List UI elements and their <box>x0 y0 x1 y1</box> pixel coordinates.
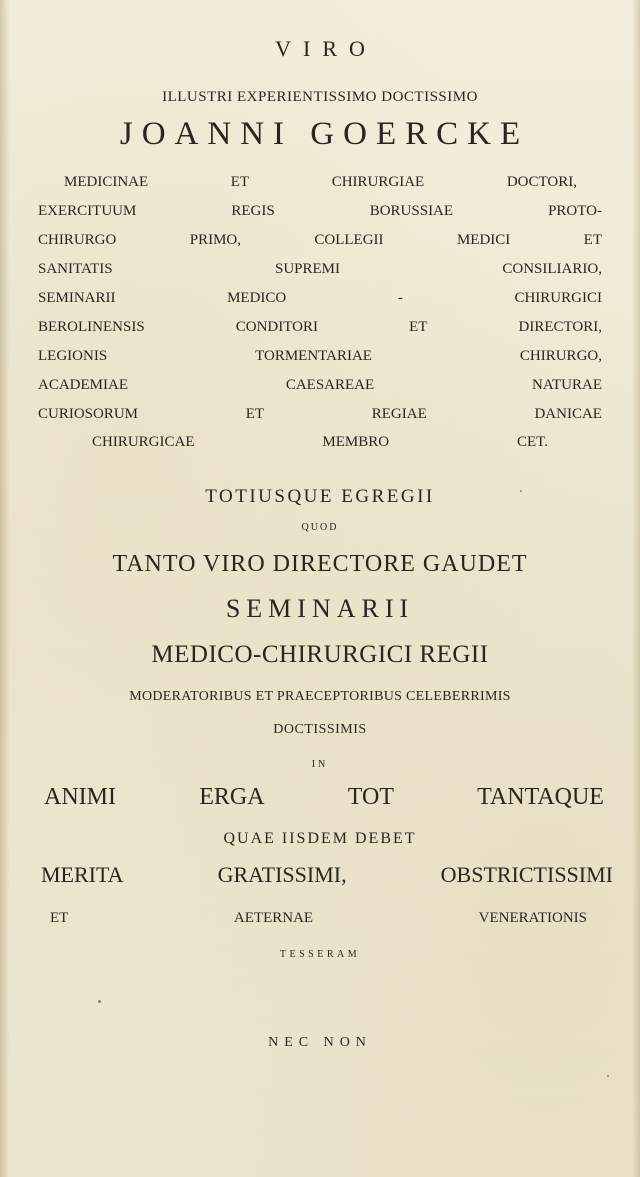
word: ET <box>409 319 428 335</box>
word: MERITA <box>41 862 124 887</box>
word: NATURAE <box>532 377 602 393</box>
word: COLLEGII <box>314 232 384 248</box>
in-line: IN <box>311 759 329 770</box>
word: MEDICI <box>456 232 511 248</box>
nec-non-line: NEC NON <box>268 1035 372 1050</box>
ink-speck <box>520 490 522 492</box>
epithets-line: ILLUSTRI EXPERIENTISSIMO DOCTISSIMO <box>162 89 478 105</box>
moderatoribus-line: MODERATORIBUS ET PRAECEPTORIBUS CELEBERRIMIS <box>129 689 511 704</box>
title-line-1 <box>64 175 577 190</box>
word: CHIRURGO, <box>519 348 602 364</box>
quae-line: QUAE IISDEM DEBET <box>223 830 417 847</box>
word: MEMBRO <box>322 434 390 450</box>
word: PRIMO, <box>189 232 241 248</box>
word: CAESAREAE <box>285 377 375 393</box>
word: SEMINARII <box>38 290 116 306</box>
tesseram-line: TESSERAM <box>279 949 361 960</box>
word: ET <box>583 232 602 248</box>
title-line-6 <box>38 320 602 335</box>
word: ANIMI <box>44 784 116 810</box>
title-line-8 <box>38 378 602 393</box>
word: ET <box>50 910 69 926</box>
word: TORMENTARIAE <box>255 348 372 364</box>
animi-line <box>44 785 604 809</box>
word: ET <box>230 174 250 190</box>
aeternae-line <box>50 911 587 926</box>
merita-line <box>41 864 613 886</box>
word: REGIAE <box>371 406 427 422</box>
title-line-5 <box>38 291 602 306</box>
title-line-9 <box>38 407 602 422</box>
word: CHIRURGIAE <box>331 174 425 190</box>
medico-chirurgici-line: MEDICO-CHIRURGICI REGII <box>151 641 489 668</box>
word: REGIS <box>231 203 275 219</box>
word: SUPREMI <box>275 261 341 277</box>
ink-speck <box>607 1075 609 1077</box>
word: MEDICO <box>227 290 287 306</box>
word: TOT <box>347 784 394 810</box>
word: ET <box>245 406 265 422</box>
word: GRATISSIMI, <box>217 862 347 887</box>
word: ACADEMIAE <box>38 377 128 393</box>
word: EXERCITUUM <box>38 203 137 219</box>
word: PROTO- <box>548 203 602 219</box>
title-line-3 <box>38 233 602 248</box>
word: DANICAE <box>534 406 602 422</box>
word: CURIOSORUM <box>38 406 139 422</box>
word: LEGIONIS <box>38 348 108 364</box>
word: TANTAQUE <box>477 784 604 810</box>
tanto-viro-line: TANTO VIRO DIRECTORE GAUDET <box>112 551 528 577</box>
word: CHIRURGO <box>38 232 117 248</box>
quod-line: QUOD <box>301 522 339 533</box>
word: DOCTORI, <box>506 174 577 190</box>
seminarii-heading: SEMINARII <box>225 594 415 623</box>
word: CONSILIARIO, <box>502 261 602 277</box>
page-edge-shadow-left <box>0 0 10 1177</box>
word: DIRECTORI, <box>518 319 602 335</box>
word: MEDICINAE <box>64 174 149 190</box>
ink-speck <box>98 1000 101 1003</box>
heading-viro: VIRO <box>275 36 377 61</box>
word: AETERNAE <box>233 910 314 926</box>
word: VENERATIONIS <box>478 910 587 926</box>
dedicatee-name: JOANNI GOERCKE <box>119 116 530 152</box>
word: CHIRURGICAE <box>92 434 195 450</box>
title-line-2 <box>38 204 602 219</box>
title-line-4 <box>38 262 602 277</box>
word: BORUSSIAE <box>369 203 454 219</box>
title-line-10 <box>92 435 548 450</box>
page-edge-shadow-right <box>632 0 640 1177</box>
totiusque-line: TOTIUSQUE EGREGII <box>205 486 435 507</box>
word: SANITATIS <box>38 261 113 277</box>
title-line-7 <box>38 349 602 364</box>
word: OBSTRICTISSIMI <box>440 862 613 887</box>
word: - <box>397 290 403 306</box>
word: CET. <box>517 434 548 450</box>
doctissimis-line: DOCTISSIMIS <box>273 722 367 737</box>
word: CHIRURGICI <box>514 290 602 306</box>
word: ERGA <box>199 784 265 810</box>
word: CONDITORI <box>235 319 318 335</box>
word: BEROLINENSIS <box>38 319 145 335</box>
